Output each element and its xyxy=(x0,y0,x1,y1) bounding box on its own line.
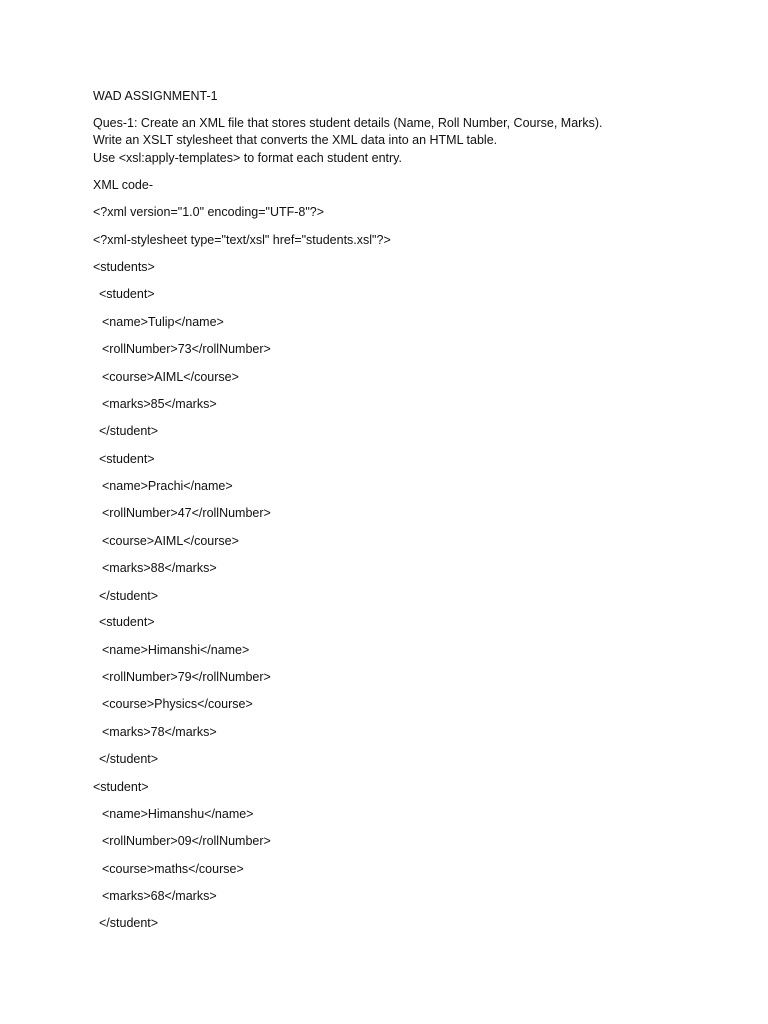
code-line: <name>Prachi</name> xyxy=(102,479,233,493)
document-title: WAD ASSIGNMENT-1 xyxy=(93,89,218,103)
code-line: <rollNumber>79</rollNumber> xyxy=(102,670,271,684)
code-line: <rollNumber>09</rollNumber> xyxy=(102,834,271,848)
code-line: <student> xyxy=(99,452,155,466)
code-line: <course>AIML</course> xyxy=(102,534,239,548)
code-line: <marks>88</marks> xyxy=(102,561,217,575)
code-line: <marks>68</marks> xyxy=(102,889,217,903)
code-line: <student> xyxy=(99,615,155,629)
code-line: </student> xyxy=(99,752,159,766)
code-line: <course>AIML</course> xyxy=(102,370,239,384)
code-line: <students> xyxy=(93,260,155,274)
code-line: </student> xyxy=(99,424,159,438)
code-line: <student> xyxy=(99,287,155,301)
code-line: <student> xyxy=(93,780,149,794)
question-line-2: Write an XSLT stylesheet that converts the XML data into an HTML table. xyxy=(93,133,498,147)
question-line-3: Use <xsl:apply-templates> to format each student entry. xyxy=(93,151,402,165)
code-heading: XML code- xyxy=(93,178,153,192)
code-line: </student> xyxy=(99,916,159,930)
code-line: <?xml-stylesheet type="text/xsl" href="students.xsl"?> xyxy=(93,233,391,247)
code-line: <course>Physics</course> xyxy=(102,697,253,711)
code-line: <marks>85</marks> xyxy=(102,397,217,411)
code-line: <marks>78</marks> xyxy=(102,725,217,739)
code-line: <name>Himanshi</name> xyxy=(102,643,250,657)
code-line: <name>Himanshu</name> xyxy=(102,807,254,821)
code-line: <rollNumber>47</rollNumber> xyxy=(102,506,271,520)
code-line: <?xml version="1.0" encoding="UTF-8"?> xyxy=(93,205,325,219)
question-line-1: Ques-1: Create an XML file that stores student details (Name, Roll Number, Course, Marks). xyxy=(93,116,603,130)
code-line: </student> xyxy=(99,589,159,603)
code-line: <name>Tulip</name> xyxy=(102,315,224,329)
code-line: <rollNumber>73</rollNumber> xyxy=(102,342,271,356)
code-line: <course>maths</course> xyxy=(102,862,244,876)
